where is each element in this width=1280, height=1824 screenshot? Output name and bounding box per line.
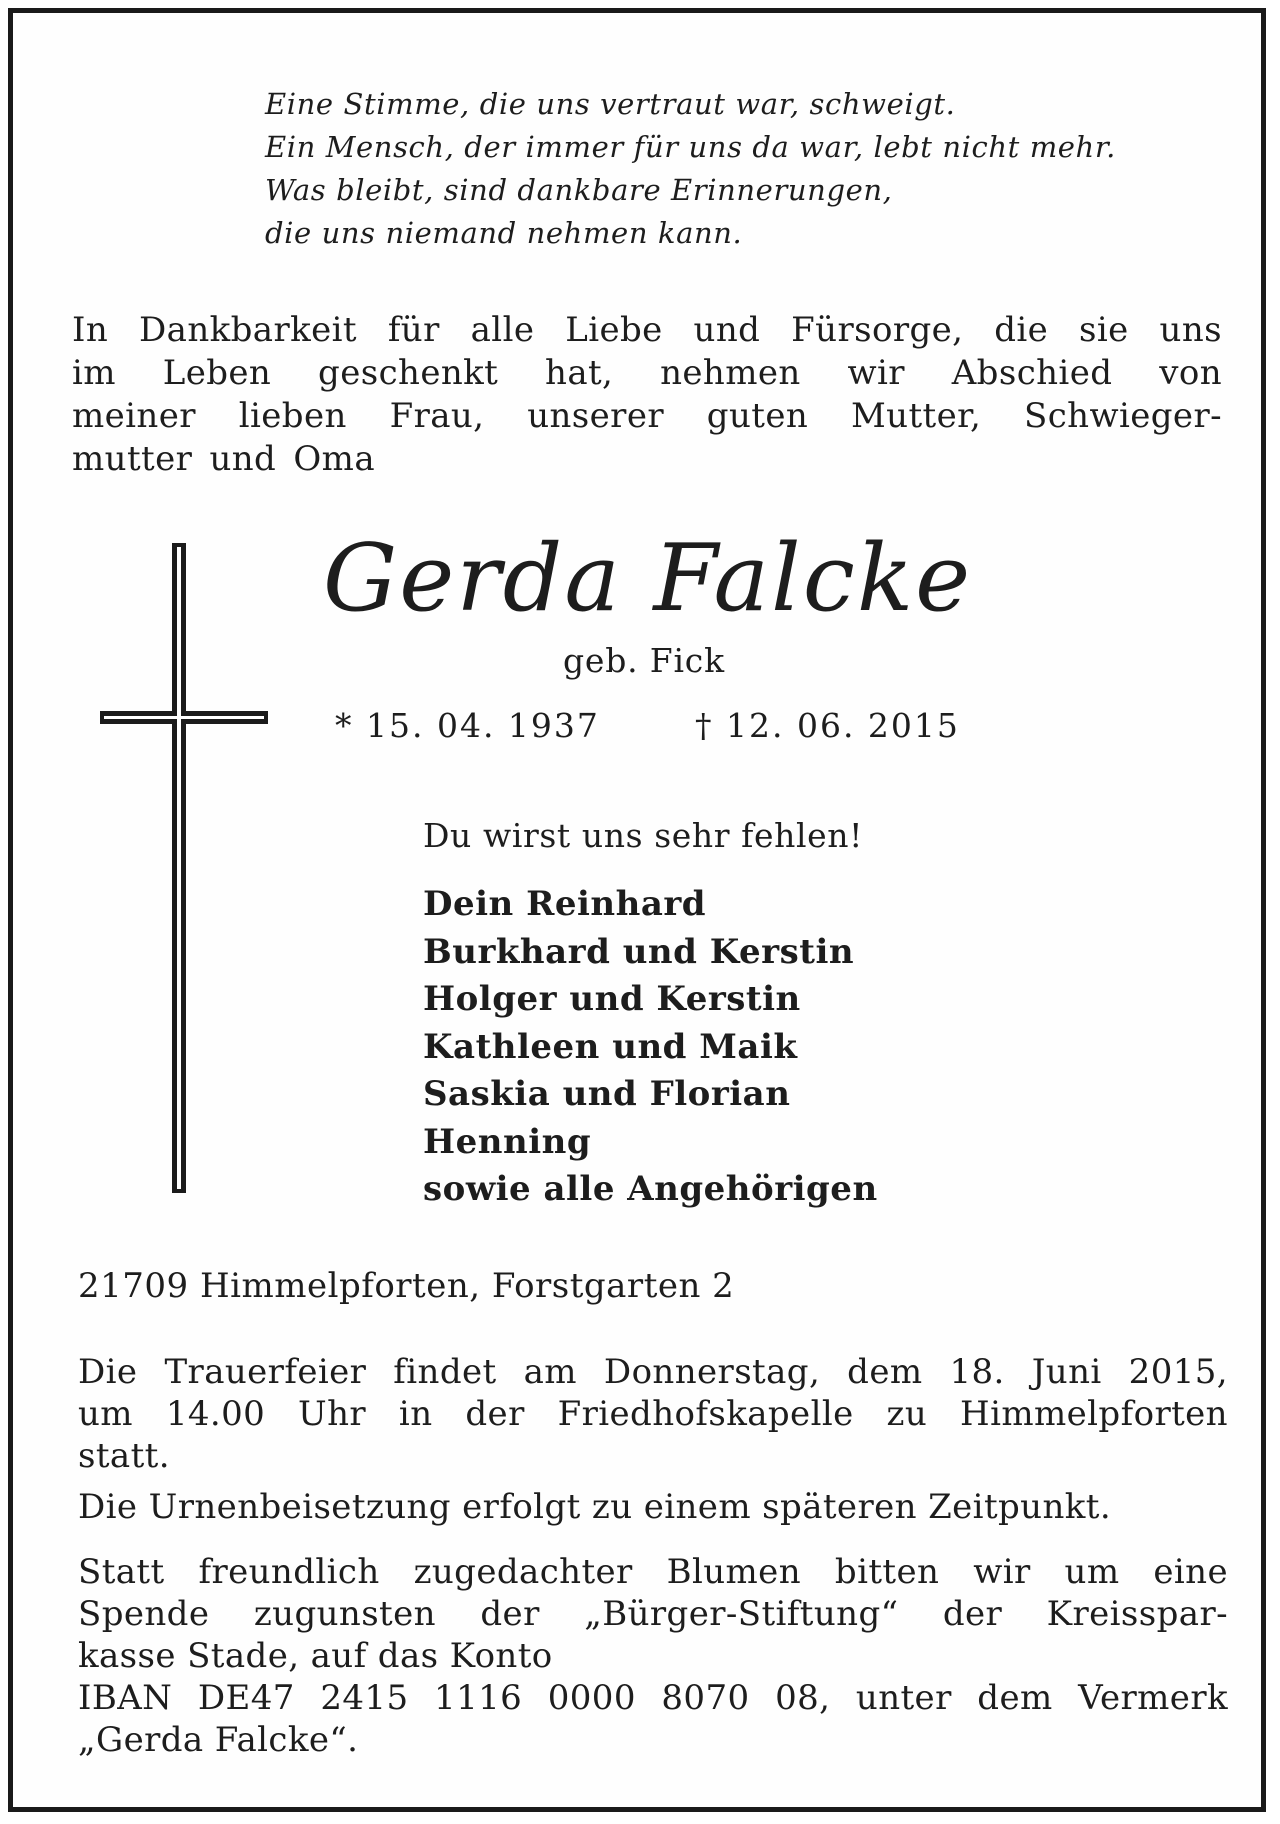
service-line: um 14.00 Uhr in der Friedhofskapelle zu Himmelpforten bbox=[78, 1394, 1228, 1434]
mourner-name: Henning bbox=[423, 1121, 592, 1162]
deceased-name: Gerda Falcke bbox=[323, 524, 973, 632]
intro-text bbox=[72, 309, 1222, 481]
mourners-list bbox=[423, 881, 878, 1214]
poem-line: die uns niemand nehmen kann. bbox=[265, 216, 743, 250]
donation-line: Statt freundlich zugedachter Blumen bitten wir um eine bbox=[78, 1552, 1228, 1592]
mourner-name: Dein Reinhard bbox=[423, 884, 707, 924]
donation-info bbox=[78, 1551, 1228, 1761]
intro-line: In Dankbarkeit für alle Liebe und Fürsorge, die sie uns bbox=[72, 310, 1222, 350]
life-dates bbox=[335, 706, 960, 746]
donation-line: „Gerda Falcke“. bbox=[78, 1720, 359, 1760]
mourner-name: Holger und Kerstin bbox=[423, 979, 801, 1019]
mourner-name: Kathleen und Maik bbox=[423, 1026, 798, 1067]
poem-line: Eine Stimme, die uns vertraut war, schweigt. bbox=[265, 87, 956, 121]
mourner-name: Burkhard und Kerstin bbox=[423, 931, 855, 972]
poem-line: Ein Mensch, der immer für uns da war, lebt nicht mehr. bbox=[265, 130, 1116, 164]
farewell-line: Du wirst uns sehr fehlen! bbox=[423, 816, 863, 855]
cross-icon bbox=[95, 543, 271, 1193]
notice-frame bbox=[8, 8, 1266, 1812]
intro-line: im Leben geschenkt hat, nehmen wir Abschied von bbox=[72, 353, 1222, 393]
death-date: † 12. 06. 2015 bbox=[695, 706, 960, 745]
birth-date: * 15. 04. 1937 bbox=[335, 706, 600, 745]
poem-line: Was bleibt, sind dankbare Erinnerungen, bbox=[265, 173, 893, 207]
donation-line: IBAN DE47 2415 1116 0000 8070 08, unter dem Vermerk bbox=[78, 1678, 1228, 1718]
service-info bbox=[78, 1351, 1228, 1477]
urn-line: Die Urnenbeisetzung erfolgt zu einem späteren Zeitpunkt. bbox=[78, 1487, 1112, 1527]
service-line: statt. bbox=[78, 1436, 170, 1476]
mourner-name: Saskia und Florian bbox=[423, 1074, 791, 1114]
donation-line: kasse Stade, auf das Konto bbox=[78, 1636, 553, 1676]
urn-burial-info bbox=[78, 1486, 1228, 1528]
mourner-name: sowie alle Angehörigen bbox=[423, 1169, 878, 1209]
address: 21709 Himmelpforten, Forstgarten 2 bbox=[78, 1266, 735, 1306]
intro-line: mutter und Oma bbox=[72, 439, 375, 479]
service-line: Die Trauerfeier findet am Donnerstag, dem 18. Juni 2015, bbox=[78, 1352, 1228, 1392]
maiden-name: geb. Fick bbox=[563, 641, 725, 680]
poem bbox=[265, 83, 1265, 255]
intro-line: meiner lieben Frau, unserer guten Mutter, Schwieger- bbox=[72, 396, 1222, 436]
donation-line: Spende zugunsten der „Bürger-Stiftung“ der Kreisspar- bbox=[78, 1594, 1228, 1634]
